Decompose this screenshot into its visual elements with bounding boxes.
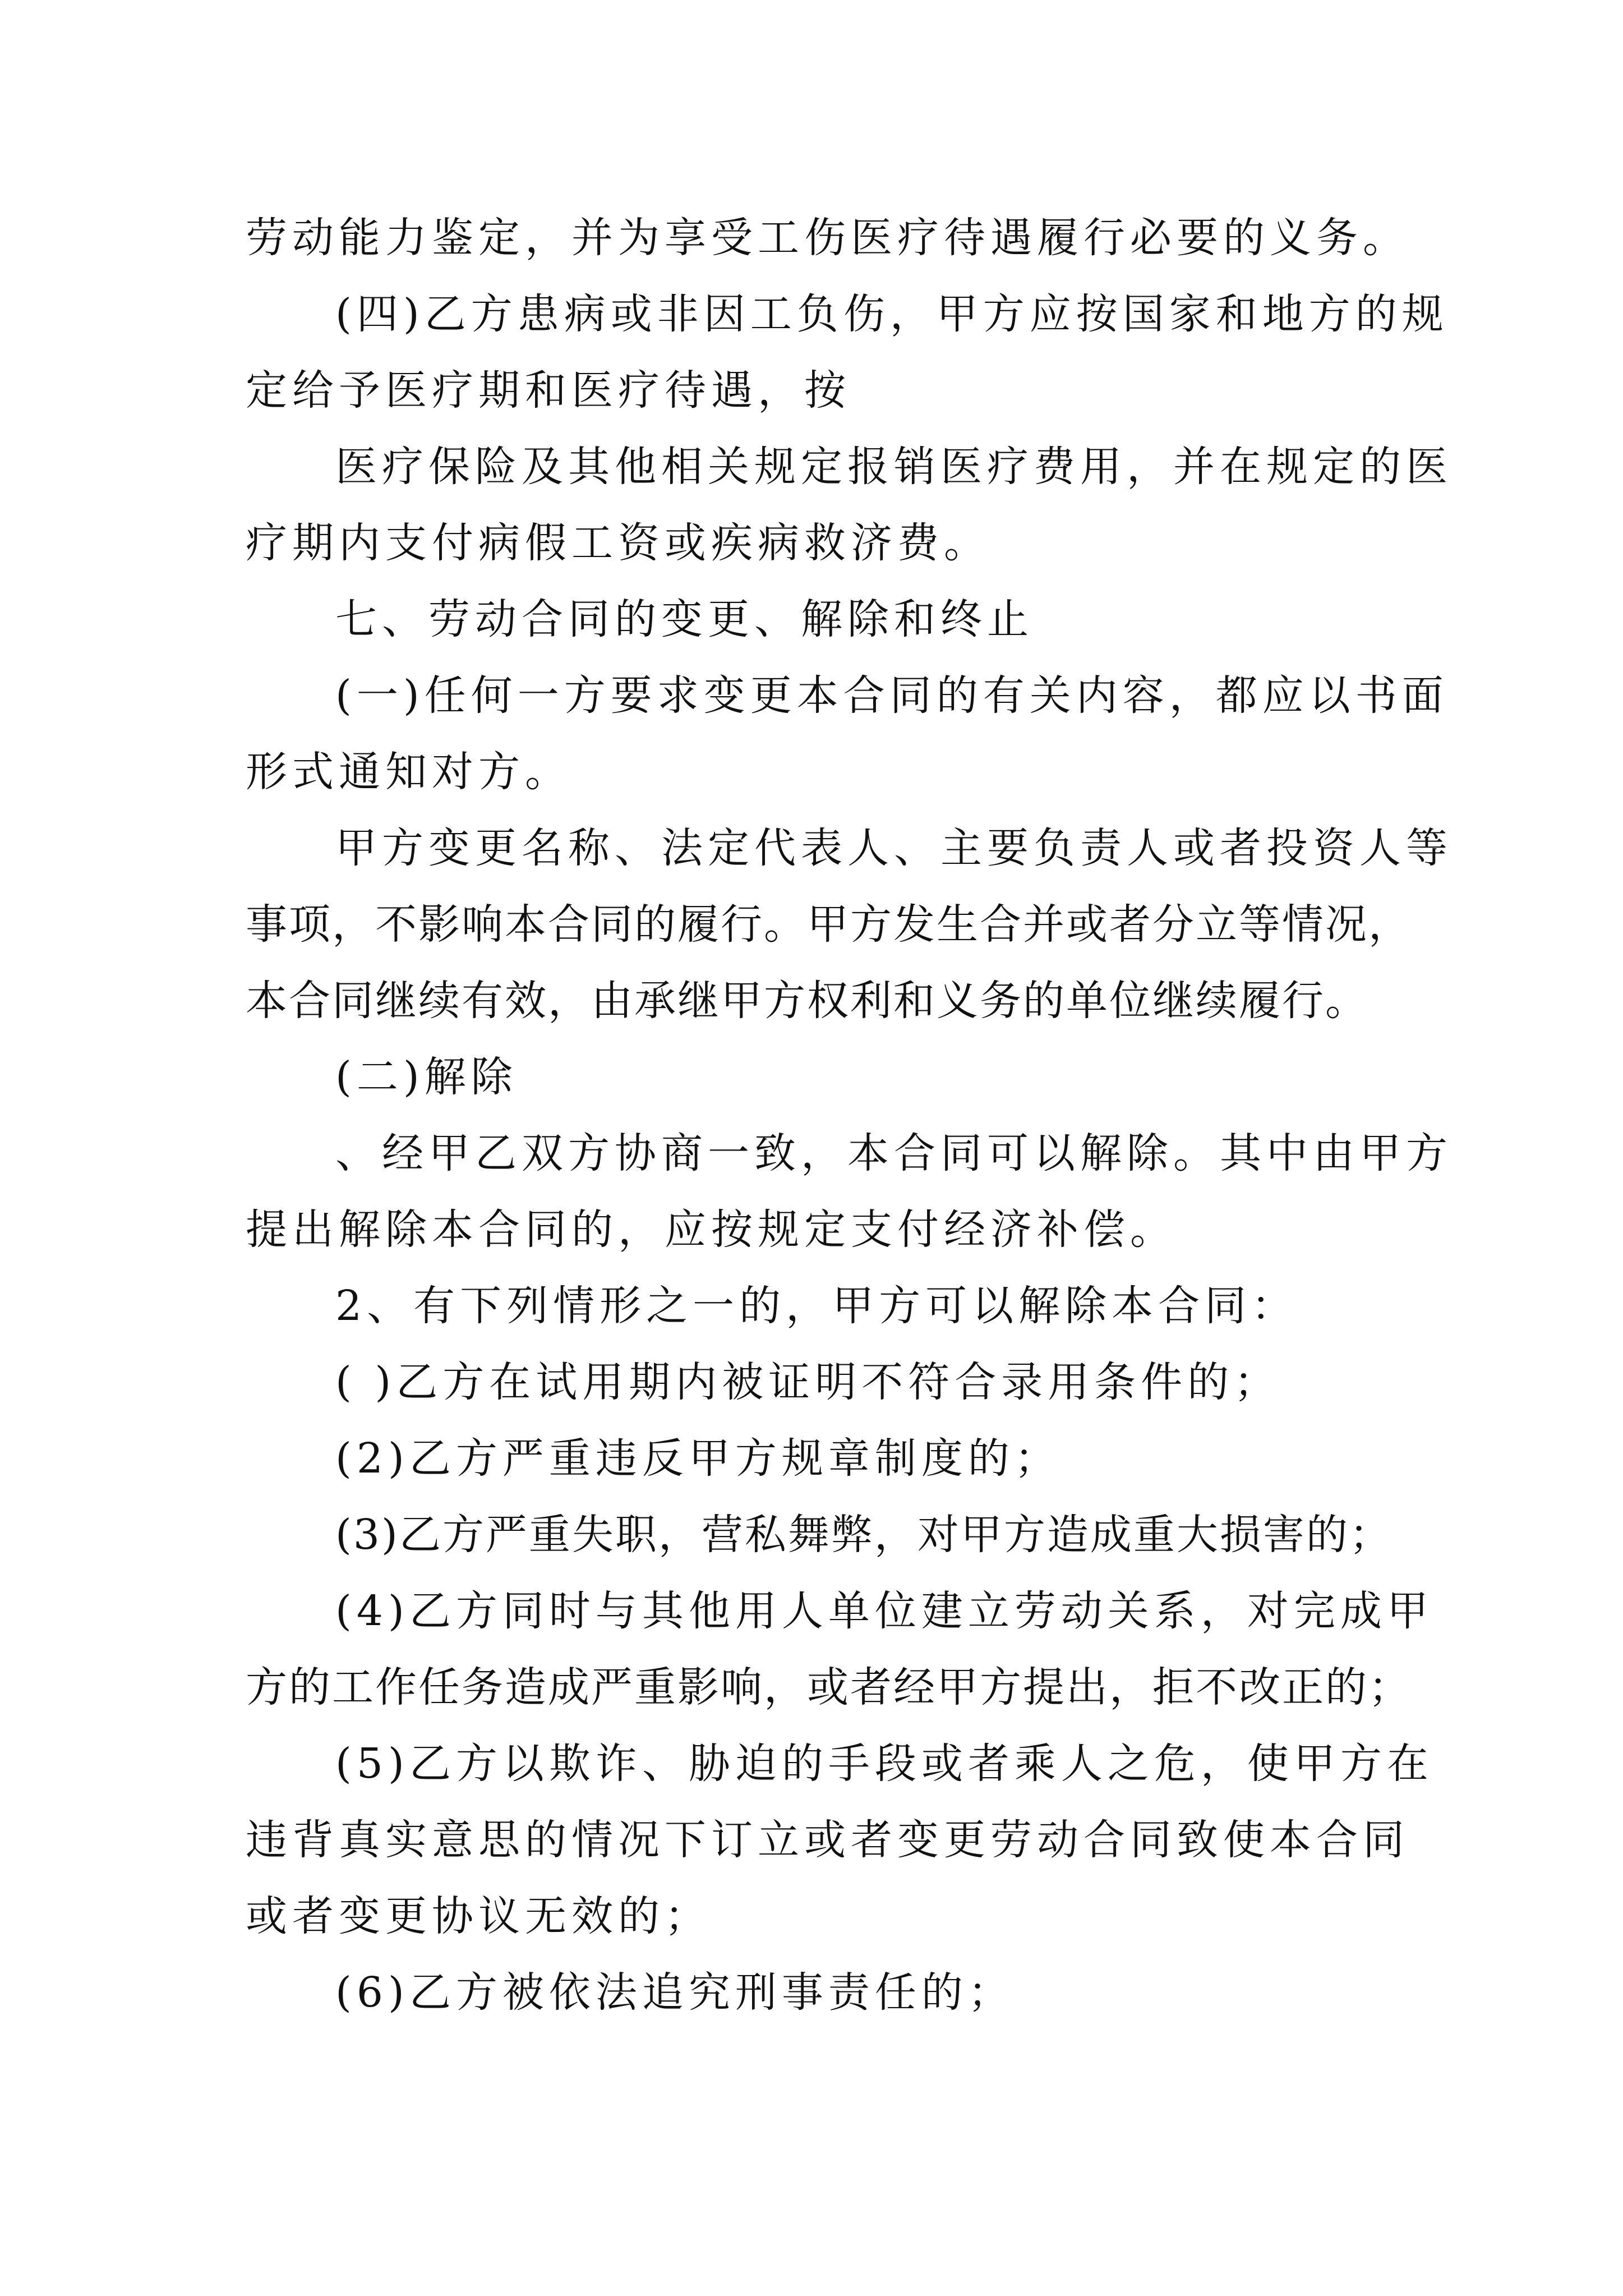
text-line: 疗期内支付病假工资或疾病救济费。	[246, 519, 990, 567]
text-line: 、经甲乙双方协商一致，本合同可以解除。其中由甲方	[335, 1129, 1453, 1177]
text-line: 形式通知对方。	[246, 748, 571, 796]
list-item: ( )乙方在试用期内被证明不符合录用条件的；	[335, 1358, 1281, 1406]
list-item: (3)乙方严重失职，营私舞弊，对甲方造成重大损害的；	[335, 1511, 1393, 1559]
text-line: 违背真实意思的情况下订立或者变更劳动合同致使本合同	[246, 1816, 1409, 1864]
text-line: 甲方变更名称、法定代表人、主要负责人或者投资人等	[335, 824, 1453, 872]
list-item: (2)乙方严重违反甲方规章制度的；	[335, 1434, 1061, 1483]
text-line: 本合同继续有效，由承继甲方权利和义务的单位继续履行。	[246, 977, 1368, 1025]
text-line: 2、有下列情形之一的，甲方可以解除本合同：	[335, 1282, 1298, 1330]
text-line: 或者变更协议无效的；	[246, 1892, 711, 1940]
section-heading: 七、劳动合同的变更、解除和终止	[335, 595, 1034, 643]
text-line: 方的工作任务造成严重影响，或者经甲方提出，拒不改正的；	[246, 1663, 1412, 1711]
list-item: (6)乙方被依法追究刑事责任的；	[335, 1968, 1015, 2017]
text-line: (四)乙方患病或非因工负伤，甲方应按国家和地方的规	[335, 290, 1449, 338]
list-item: (5)乙方以欺诈、胁迫的手段或者乘人之危，使甲方在	[335, 1740, 1433, 1788]
subsection-heading: (二)解除	[335, 1053, 518, 1101]
document-body	[246, 200, 1453, 2031]
text-line: 医疗保险及其他相关规定报销医疗费用，并在规定的医	[335, 443, 1453, 491]
text-line: 劳动能力鉴定，并为享受工伤医疗待遇履行必要的义务。	[246, 214, 1409, 262]
list-item: (4)乙方同时与其他用人单位建立劳动关系，对完成甲	[335, 1587, 1433, 1635]
text-line: 提出解除本合同的，应按规定支付经济补偿。	[246, 1205, 1177, 1254]
text-line: (一)任何一方要求变更本合同的有关内容，都应以书面	[335, 671, 1449, 720]
text-line: 事项，不影响本合同的履行。甲方发生合并或者分立等情况，	[246, 900, 1412, 949]
text-line: 定给予医疗期和医疗待遇，按	[246, 366, 851, 415]
